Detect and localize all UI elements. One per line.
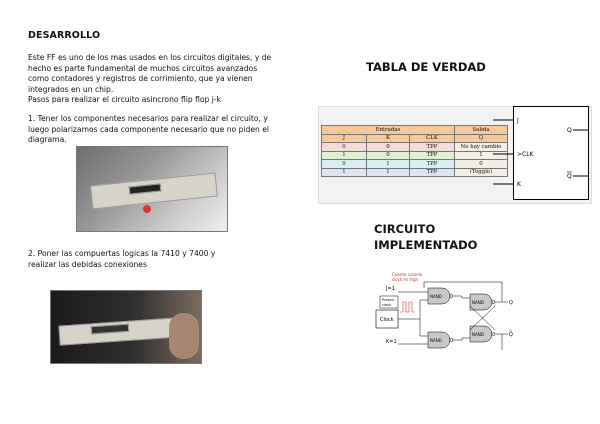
group-header-inputs: Entradas <box>322 126 455 135</box>
table-row <box>322 168 508 177</box>
col-header-k: K <box>367 134 410 143</box>
table-row <box>322 160 508 169</box>
cell: 0 <box>455 160 508 169</box>
truth-table <box>321 125 508 177</box>
cell: 1 <box>367 160 410 169</box>
q-output-label: Q <box>509 300 513 306</box>
cell: 1 <box>322 151 367 160</box>
table-row <box>322 151 508 160</box>
jk-circuit-diagram <box>372 270 512 350</box>
cell: (Toggle) <box>455 168 508 177</box>
ff-clk-label: >CLK <box>517 151 534 158</box>
col-header-j: J <box>322 134 367 143</box>
intro-paragraph: Este FF es uno de los mas usados en los circuitos digitales, y de hecho es parte fundamental de muchos circuitos avanzados como contadores y registros de corrimiento, que ya vienen integrados en un chip. Pasos para realizar el circuito asincrono flip flop j-k <box>28 53 272 105</box>
cell: TPP <box>410 160 455 169</box>
cell: No hay cambio <box>455 143 508 152</box>
nand-gate-2: NAND <box>430 338 442 343</box>
cell: TPP <box>410 168 455 177</box>
section-heading-desarrollo: DESARROLLO <box>28 30 101 41</box>
breadboard-photo-2 <box>50 290 202 364</box>
nand-gate-1: NAND <box>430 294 442 299</box>
breadboard-photo-1 <box>76 146 228 232</box>
ff-qbar-label: Q <box>567 173 572 180</box>
ff-k-label: K <box>517 181 521 188</box>
col-header-clk: CLK <box>410 134 455 143</box>
cell: 1 <box>367 168 410 177</box>
cell: 0 <box>322 160 367 169</box>
circuit-heading: CIRCUITO IMPLEMENTADO <box>374 222 478 252</box>
cell: TPP <box>410 151 455 160</box>
pulsed-clock-label-2: clock <box>382 303 392 307</box>
cell: 0 <box>322 143 367 152</box>
col-header-q: Q <box>455 134 508 143</box>
qbar-output-label: Q <box>509 332 513 338</box>
ff-j-label: J <box>517 117 519 124</box>
cell: 1 <box>455 151 508 160</box>
annotation-line-1: Cuenta cuando <box>392 272 423 277</box>
truth-table-heading: TABLA DE VERDAD <box>366 60 486 74</box>
j-input-label: J=1 <box>386 286 395 292</box>
cell: 0 <box>367 143 410 152</box>
nand-gate-4: NAND <box>472 332 484 337</box>
nand-gate-3: NAND <box>472 300 484 305</box>
ff-q-label: Q <box>567 127 572 134</box>
annotation-line-2: clock es high <box>392 277 419 282</box>
step-2-text: 2. Poner las compuertas logicas la 7410 y 7400 y realizar las debidas conexiones <box>28 249 216 269</box>
clock-label: Clock <box>380 317 394 323</box>
pulsed-clock-label-1: Pulsed <box>382 298 394 302</box>
cell: 0 <box>367 151 410 160</box>
cell: 1 <box>322 168 367 177</box>
group-header-output: Salida <box>455 126 508 135</box>
cell: TPP <box>410 143 455 152</box>
k-input-label: K=1 <box>386 339 397 345</box>
step-1-text: 1. Tener los componentes necesarios para realizar el circuito, y luego polarizamos cada componente necesario que no piden el diagrama. <box>28 114 270 145</box>
table-row <box>322 143 508 152</box>
jk-flipflop-symbol <box>513 106 589 200</box>
